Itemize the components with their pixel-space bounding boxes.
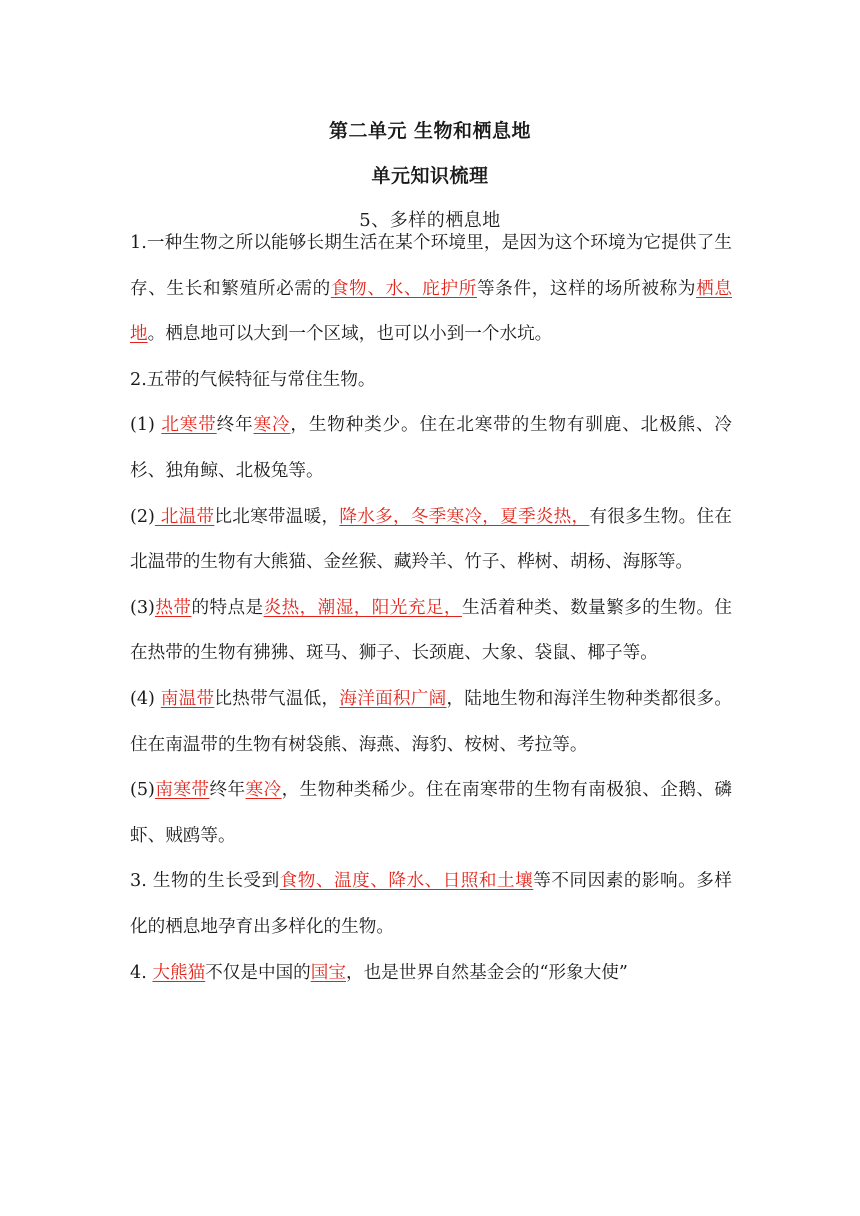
highlighted-term: 热带 <box>154 597 192 618</box>
text-segment: 3. 生物的生长受到 <box>130 871 280 892</box>
text-segment: ，也是世界自然基金会的“形象大使” <box>345 962 628 983</box>
document-body <box>130 221 732 996</box>
paragraph-giant-panda <box>130 951 732 997</box>
paragraph-tropical-zone <box>130 586 732 677</box>
text-segment: 不仅是中国的 <box>205 962 311 983</box>
text-segment: ，生物种类稀少。住在南寒带的生物有南极狼、企鹅、磷虾、贼鸥等。 <box>130 780 732 846</box>
text-segment: 等不同因素的影响。多样化的栖息地孕育出多样化的生物。 <box>130 871 732 937</box>
paragraph-north-frigid-zone <box>130 403 732 494</box>
section-title: 单元知识梳理 <box>371 165 489 187</box>
highlighted-term: 炎热，潮湿，阳光充足， <box>263 597 462 618</box>
highlighted-term: 国宝 <box>310 962 346 983</box>
highlighted-term: 南温带 <box>160 688 215 709</box>
highlighted-term: 大熊猫 <box>152 962 206 983</box>
text-segment: (2) <box>130 506 155 527</box>
text-segment: 的特点是 <box>191 597 264 618</box>
paragraph-south-temperate-zone <box>130 677 732 768</box>
text-segment: ，生物种类少。住在北寒带的生物有驯鹿、北极熊、冷杉、独角鲸、北极兔等。 <box>130 415 732 481</box>
unit-title: 第二单元 生物和栖息地 <box>328 120 532 142</box>
highlighted-term: 食物、水、庇护所 <box>330 278 477 299</box>
text-segment: 4. <box>130 962 153 983</box>
text-segment: 终年 <box>209 780 246 801</box>
highlighted-term: 北温带 <box>154 506 215 527</box>
highlighted-term: 寒冷 <box>245 780 282 801</box>
text-segment: (5) <box>130 780 155 801</box>
text-segment: 1.一种生物之所以能够长期生活在某个环境里，是因为这个环境为它提供了生存、生长和繁殖所必需的 <box>130 233 732 299</box>
paragraph-north-temperate-zone <box>130 495 732 586</box>
highlighted-term: 海洋面积广阔 <box>339 688 447 709</box>
text-segment: ，陆地生物和海洋生物种类都很多。住在南温带的生物有树袋熊、海燕、海豹、桉树、考拉等。 <box>130 688 732 755</box>
text-segment: (1) <box>130 415 162 436</box>
text-segment: 等条件，这样的场所被称为 <box>476 278 697 299</box>
paragraph-habitat-definition <box>130 221 732 358</box>
text-segment: (3) <box>130 597 155 618</box>
highlighted-term: 栖息地 <box>130 278 732 345</box>
text-segment: 比北寒带温暖， <box>214 506 340 527</box>
highlighted-term: 寒冷 <box>253 415 291 436</box>
paragraph-growth-factors <box>130 859 732 950</box>
text-segment: 2.五带的气候特征与常住生物。 <box>130 369 376 390</box>
text-segment: 。栖息地可以大到一个区域，也可以小到一个水坑。 <box>147 324 553 345</box>
highlighted-term: 北寒带 <box>161 415 217 436</box>
text-segment: 生活着种类、数量繁多的生物。住在热带的生物有狒狒、斑马、狮子、长颈鹿、大象、袋鼠、椰子等。 <box>130 597 732 664</box>
text-segment: 有很多生物。住在北温带的生物有大熊猫、金丝猴、藏羚羊、竹子、桦树、胡杨、海豚等。 <box>130 506 732 573</box>
paragraph-five-zones-intro <box>130 358 732 404</box>
text-segment: 终年 <box>216 415 254 436</box>
lesson-title: 5、多样的栖息地 <box>359 210 501 231</box>
text-segment: (4) <box>130 688 161 709</box>
highlighted-term: 南寒带 <box>154 780 210 801</box>
text-segment: 比热带气温低， <box>214 688 340 709</box>
highlighted-term: 降水多，冬季寒冷，夏季炎热， <box>339 506 590 527</box>
paragraph-south-frigid-zone <box>130 768 732 859</box>
highlighted-term: 食物、温度、降水、日照和土壤 <box>279 871 534 892</box>
